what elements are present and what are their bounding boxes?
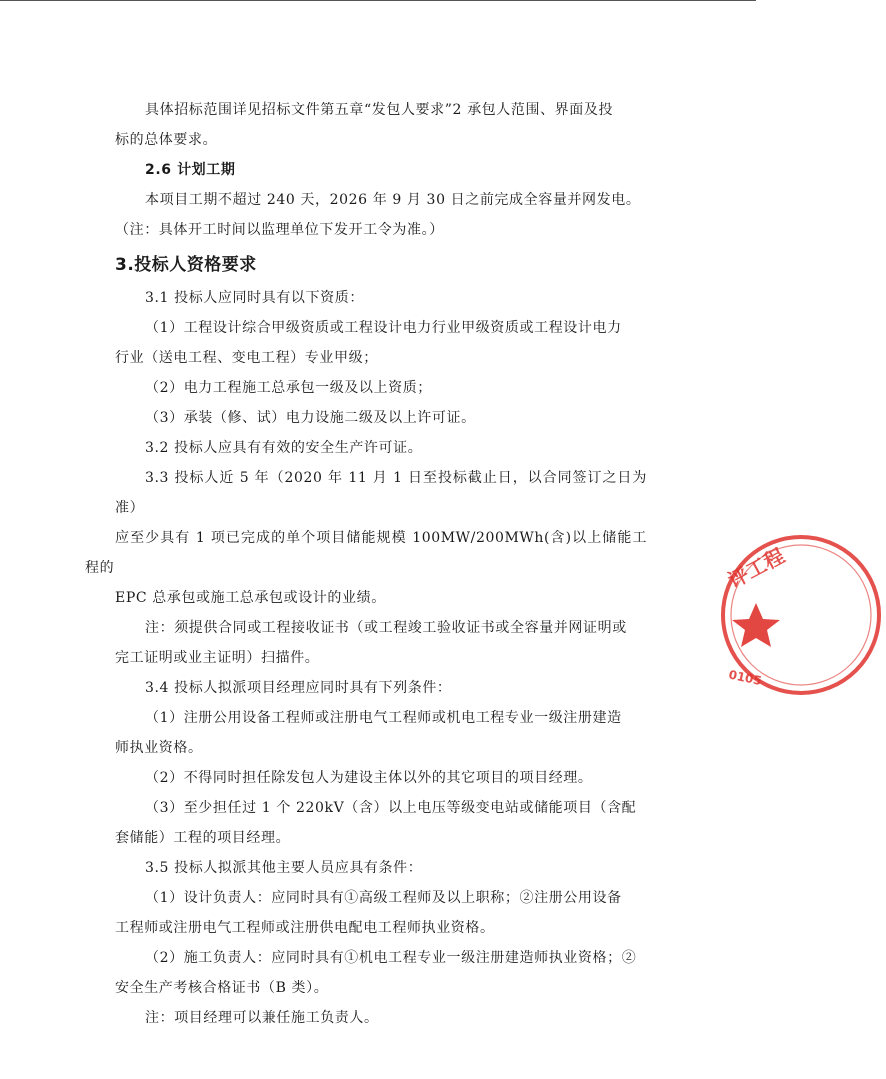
note-3-3-line-2: 完工证明或业主证明）扫描件。 — [115, 650, 320, 666]
para-3-4-3-line-1: （3）至少担任过 1 个 220kV（含）以上电压等级变电站或储能项目（含配 — [145, 800, 637, 816]
para-3-1-1-line-2: 行业（送电工程、变电工程）专业甲级； — [115, 350, 378, 366]
para-3-4-3 — [115, 793, 647, 853]
para-3-5-2-line-1: （2）施工负责人：应同时具有①机电工程专业一级注册建造师执业资格；② — [145, 950, 637, 966]
para-3-4-1 — [115, 703, 647, 763]
page-top-border — [0, 0, 756, 1]
heading-2-6: 2.6 计划工期 — [145, 162, 236, 178]
para-3-3 — [85, 463, 647, 613]
schedule-line-1: 本项目工期不超过 240 天，2026 年 9 月 30 日之前完成全容量并网发电。 — [145, 192, 641, 208]
para-3-3-line-2: 应至少具有 1 项已完成的单个项目储能规模 100MW/200MWh(含)以上储能工程的 — [85, 530, 647, 576]
scope-paragraph — [115, 95, 647, 155]
schedule-paragraph — [115, 185, 647, 245]
para-3-5-1-line-2: 工程师或注册电气工程师或注册供电配电工程师执业资格。 — [115, 920, 495, 936]
schedule-line-2: （注：具体开工时间以监理单位下发开工令为准。） — [115, 222, 444, 238]
para-3-3-line-1: 3.3 投标人近 5 年（2020 年 11 月 1 日至投标截止日，以合同签订之日为准） — [115, 470, 647, 516]
document-body — [85, 95, 647, 1033]
para-3-4-3-line-2: 套储能）工程的项目经理。 — [115, 830, 291, 846]
para-3-1-2: （2）电力工程施工总承包一级及以上资质； — [145, 380, 432, 396]
para-3-3-line-3: EPC 总承包或施工总承包或设计的业绩。 — [115, 590, 386, 606]
para-3-4-1-line-2: 师执业资格。 — [115, 740, 203, 756]
note-3-3 — [115, 613, 647, 673]
heading-3: 3.投标人资格要求 — [115, 255, 257, 275]
para-3-1-3: （3）承装（修、试）电力设施二级及以上许可证。 — [145, 410, 476, 426]
para-3-1: 3.1 投标人应同时具有以下资质： — [145, 290, 364, 306]
note-3-3-line-1: 注：须提供合同或工程接收证书（或工程竣工验收证书或全容量并网证明或 — [145, 620, 627, 636]
seal-bottom-text: 0105 — [727, 667, 763, 689]
scope-line-1: 具体招标范围详见招标文件第五章“发包人要求”2 承包人范围、界面及投 — [145, 102, 614, 118]
para-3-5: 3.5 投标人拟派其他主要人员应具有条件： — [145, 860, 423, 876]
para-3-5-1 — [115, 883, 647, 943]
para-3-5-2 — [115, 943, 647, 1003]
seal-star-icon — [732, 603, 780, 647]
para-3-1-1-line-1: （1）工程设计综合甲级资质或工程设计电力行业甲级资质或工程设计电力 — [145, 320, 622, 336]
official-seal-stamp — [716, 530, 886, 700]
seal-top-text: 评工程 — [724, 543, 789, 593]
note-end: 注：项目经理可以兼任施工负责人。 — [145, 1010, 379, 1026]
para-3-4: 3.4 投标人拟派项目经理应同时具有下列条件： — [145, 680, 452, 696]
para-3-2: 3.2 投标人应具有有效的安全生产许可证。 — [145, 440, 423, 456]
para-3-1-1 — [115, 313, 647, 373]
scope-line-2: 标的总体要求。 — [115, 132, 218, 148]
para-3-5-1-line-1: （1）设计负责人：应同时具有①高级工程师及以上职称；②注册公用设备 — [145, 890, 622, 906]
para-3-5-2-line-2: 安全生产考核合格证书（B 类）。 — [115, 980, 329, 996]
para-3-4-1-line-1: （1）注册公用设备工程师或注册电气工程师或机电工程专业一级注册建造 — [145, 710, 622, 726]
para-3-4-2: （2）不得同时担任除发包人为建设主体以外的其它项目的项目经理。 — [145, 770, 593, 786]
